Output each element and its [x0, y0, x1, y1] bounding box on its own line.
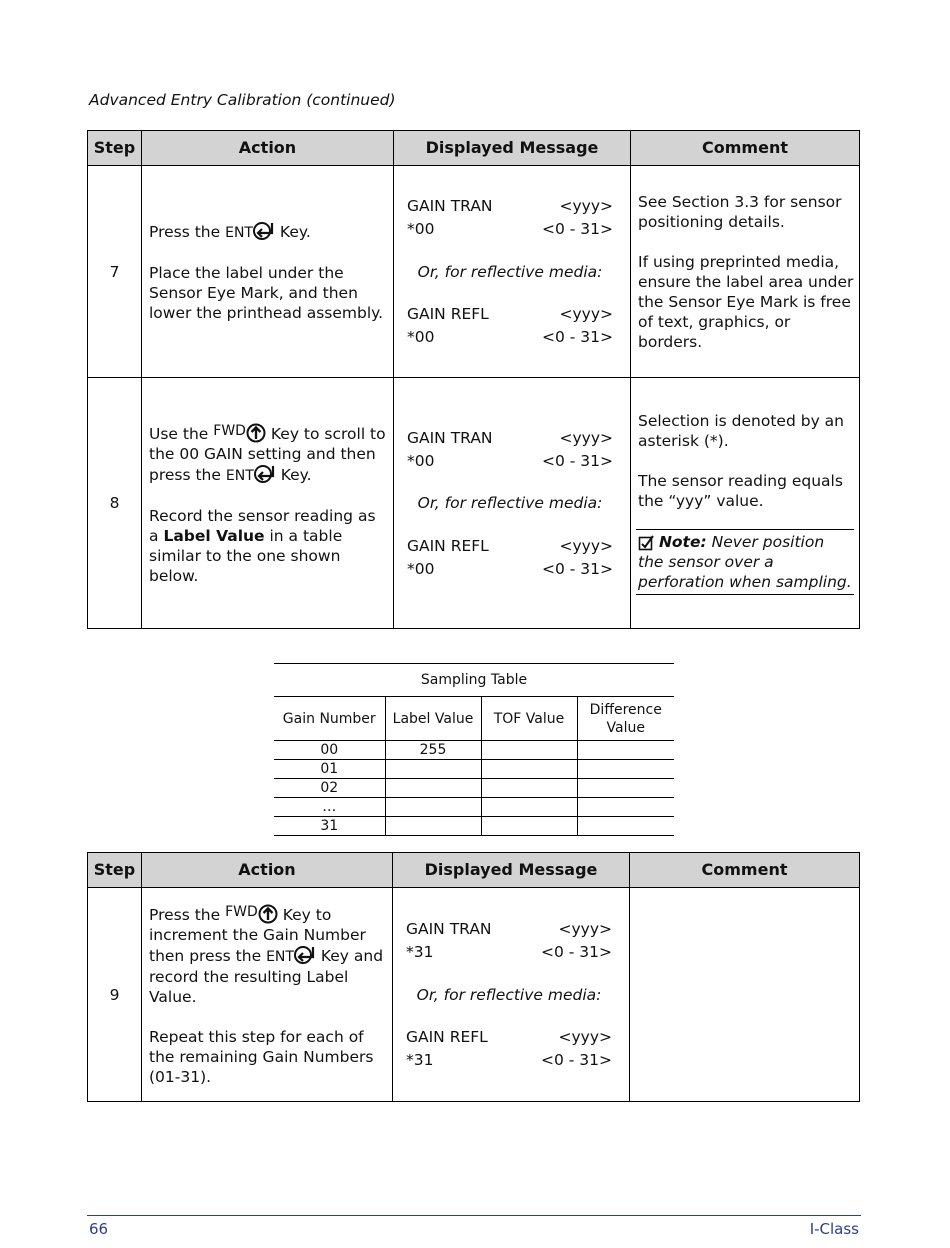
enter-arrow-icon	[294, 945, 316, 965]
msg-range: <0 - 31>	[541, 220, 613, 238]
col-difference-value: Difference Value	[577, 697, 674, 741]
cell	[481, 817, 577, 836]
msg-value: *00	[407, 451, 435, 470]
msg-yyy: <yyy>	[559, 305, 613, 323]
ent-key: ENT	[226, 466, 276, 484]
msg-value: *31	[406, 943, 434, 961]
msg-value: *31	[406, 1051, 434, 1069]
table-row	[274, 760, 674, 779]
col-label-value: Label Value	[385, 697, 481, 741]
msg-label: GAIN REFL	[407, 536, 489, 555]
msg-yyy: <yyy>	[558, 1028, 612, 1046]
action-text: Record the sensor reading as a	[149, 506, 376, 545]
col-tof-value: TOF Value	[481, 697, 577, 741]
footer-rule	[87, 1215, 861, 1216]
step-9-comment	[630, 888, 860, 1102]
note-box	[636, 529, 854, 595]
action-text: Key and record the resulting Label Value.	[149, 947, 384, 1006]
cell	[577, 798, 674, 817]
msg-value: *00	[407, 559, 435, 578]
action-text: Repeat this step for each of the remaining Gain Numbers (01-31).	[149, 1028, 374, 1086]
enter-arrow-icon	[253, 221, 275, 241]
cell: 01	[274, 760, 385, 779]
table-row	[274, 741, 674, 760]
msg-range: <0 - 31>	[540, 1051, 612, 1069]
action-text: Key.	[280, 465, 312, 484]
comment-text: See Section 3.3 for sensor positioning details.	[638, 192, 842, 231]
step-8-comment	[631, 378, 860, 629]
msg-range: <0 - 31>	[541, 451, 613, 470]
step-9-message	[393, 888, 630, 1102]
calibration-table-1	[87, 130, 860, 629]
header-action: Action	[142, 131, 394, 166]
col-gain-number: Gain Number	[274, 697, 385, 741]
msg-label: GAIN TRAN	[407, 197, 493, 215]
step-number: 7	[88, 166, 142, 378]
note-text: Never position the sensor over a perforation when sampling.	[638, 533, 852, 591]
msg-range: <0 - 31>	[541, 328, 613, 346]
cell	[385, 817, 481, 836]
cell	[577, 817, 674, 836]
msg-value: *00	[407, 328, 435, 346]
comment-text: If using preprinted media, ensure the label area under the Sensor Eye Mark is free of text, graphics, or borders.	[638, 252, 854, 351]
step-9-row	[88, 888, 860, 1102]
note-checkbox-icon	[638, 535, 654, 551]
cell	[481, 779, 577, 798]
cell	[385, 760, 481, 779]
or-reflective: Or, for reflective media:	[417, 262, 603, 281]
step-7-message	[394, 166, 631, 378]
step-number: 8	[88, 378, 142, 629]
table-row	[274, 817, 674, 836]
action-text: Press the	[149, 222, 221, 241]
table-row	[274, 779, 674, 798]
step-8-row	[88, 378, 860, 629]
forward-arrow-icon	[246, 423, 266, 443]
or-reflective: Or, for reflective media:	[417, 494, 603, 512]
step-8-action	[142, 378, 394, 629]
table-header-row	[88, 131, 860, 166]
fwd-key: FWD	[213, 425, 266, 443]
action-text: Place the label under the Sensor Eye Mark, and then lower the printhead assembly.	[149, 263, 384, 322]
header-step: Step	[88, 853, 142, 888]
msg-yyy: <yyy>	[558, 920, 612, 938]
header-action: Action	[142, 853, 393, 888]
msg-range: <0 - 31>	[540, 943, 612, 961]
header-message: Displayed Message	[393, 853, 630, 888]
cell	[577, 741, 674, 760]
step-7-action	[142, 166, 394, 378]
header-message: Displayed Message	[394, 131, 631, 166]
action-text: Key to scroll to the 00 GAIN setting and then press the	[149, 424, 386, 484]
ent-key: ENT	[266, 947, 316, 965]
note-label: Note:	[658, 533, 707, 551]
msg-yyy: <yyy>	[559, 536, 613, 555]
forward-arrow-icon	[258, 904, 278, 924]
cell: 255	[385, 741, 481, 760]
msg-yyy: <yyy>	[559, 197, 613, 215]
action-text: in a table similar to the one shown below.	[149, 526, 343, 585]
cell	[385, 779, 481, 798]
table-row	[274, 798, 674, 817]
header-comment: Comment	[630, 853, 860, 888]
cell	[481, 741, 577, 760]
enter-arrow-icon	[254, 464, 276, 484]
action-text: Press the	[149, 906, 221, 924]
msg-value: *00	[407, 220, 435, 238]
table-header-row	[88, 853, 860, 888]
sampling-table	[274, 663, 674, 836]
step-9-action	[142, 888, 393, 1102]
action-text: Use the	[149, 424, 209, 443]
cell: 02	[274, 779, 385, 798]
cell	[385, 798, 481, 817]
section-title: Advanced Entry Calibration (continued)	[89, 91, 396, 109]
sampling-table-caption: Sampling Table	[274, 664, 674, 697]
comment-text: Selection is denoted by an asterisk (*).	[638, 412, 844, 450]
or-reflective: Or, for reflective media:	[416, 985, 602, 1004]
step-8-message	[394, 378, 631, 629]
header-step: Step	[88, 131, 142, 166]
msg-label: GAIN TRAN	[406, 920, 492, 938]
step-7-row	[88, 166, 860, 378]
cell: 00	[274, 741, 385, 760]
cell	[577, 760, 674, 779]
fwd-key: FWD	[225, 906, 278, 924]
msg-range: <0 - 31>	[541, 559, 613, 578]
msg-label: GAIN REFL	[407, 305, 489, 323]
cell	[481, 798, 577, 817]
calibration-table-2	[87, 852, 860, 1102]
action-text: Key to increment the Gain Number then press the	[149, 906, 366, 965]
ent-key: ENT	[225, 223, 275, 241]
cell	[577, 779, 674, 798]
msg-label: GAIN REFL	[406, 1028, 488, 1046]
action-text: Key.	[279, 222, 311, 241]
cell: …	[274, 798, 385, 817]
msg-yyy: <yyy>	[559, 428, 613, 447]
label-value-term: Label Value	[163, 526, 265, 545]
product-name: I-Class	[809, 1220, 859, 1238]
step-7-comment	[631, 166, 860, 378]
page-number: 66	[89, 1220, 109, 1238]
msg-label: GAIN TRAN	[407, 428, 493, 447]
cell: 31	[274, 817, 385, 836]
cell	[481, 760, 577, 779]
step-number: 9	[88, 888, 142, 1102]
comment-text: The sensor reading equals the “yyy” value.	[638, 472, 843, 510]
header-comment: Comment	[631, 131, 860, 166]
